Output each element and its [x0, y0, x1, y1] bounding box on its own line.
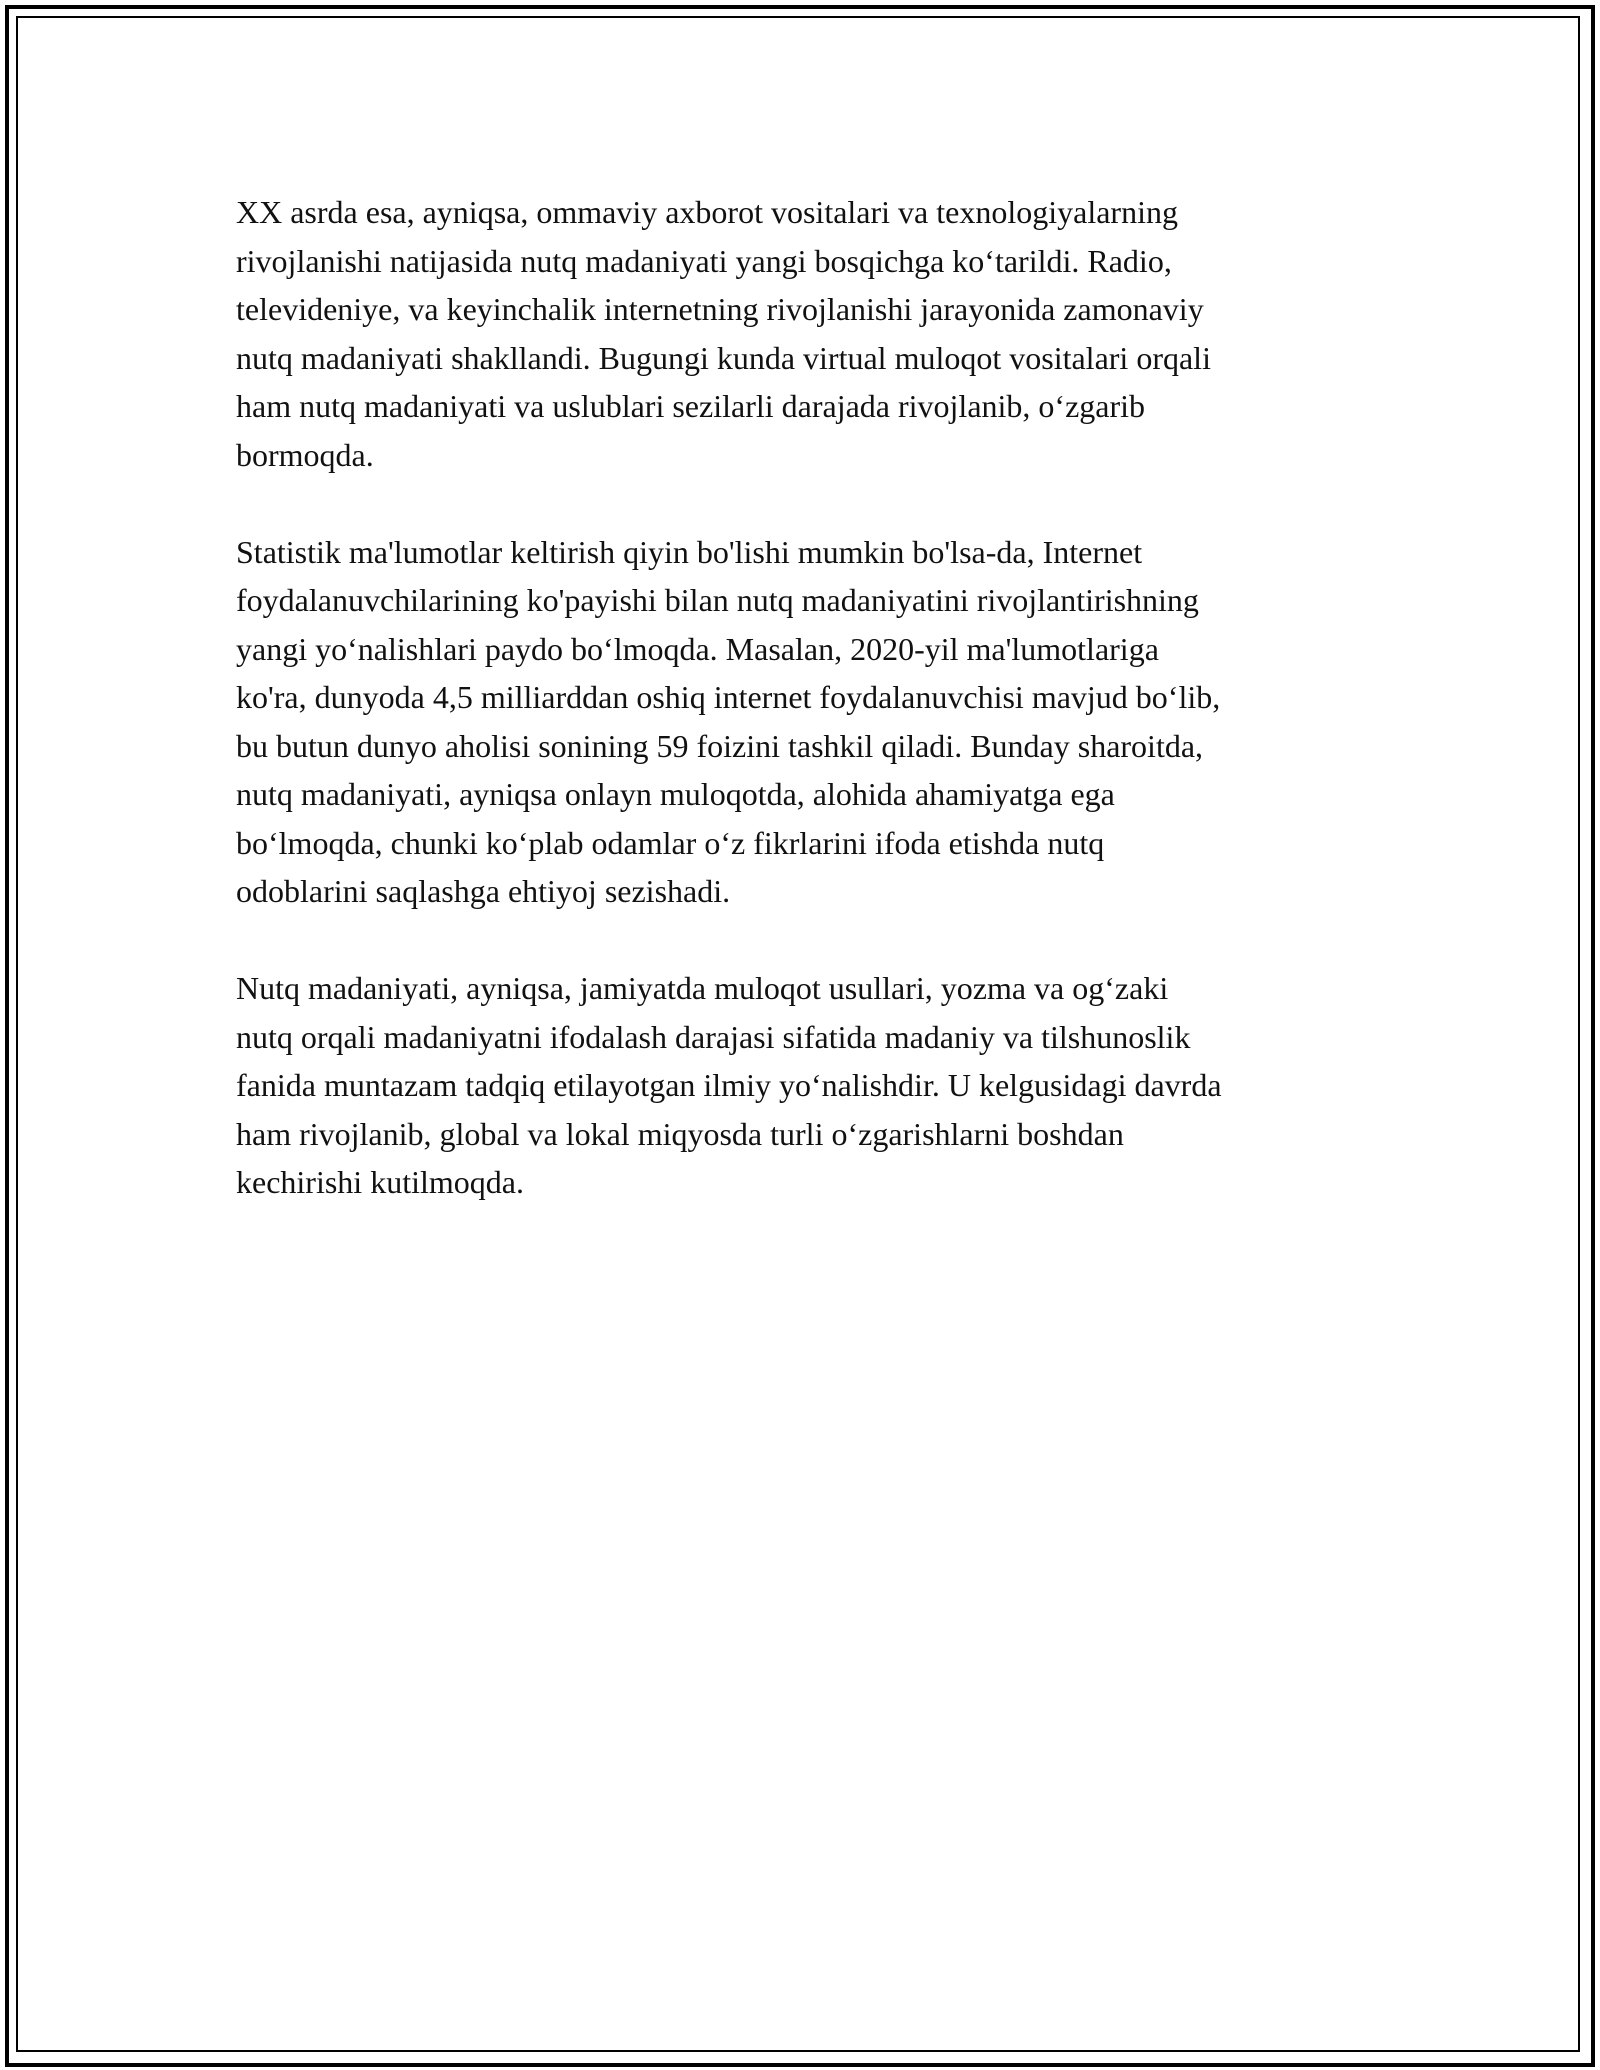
paragraph-1: XX asrda esa, ayniqsa, ommaviy axborot vositalari va texnologiyalarning rivojlanishi natijasida nutq madaniyati yangi bosqichga ko‘tarildi. Radio, televideniye, va keyinchalik internetning rivojlanishi jarayonida zamonaviy nutq madaniyati shakllandi. Bugungi kunda virtual muloqot vositalari orqali ham nutq madaniyati va uslublari sezilarli darajada rivojlanib, o‘zgarib bormoqda. [236, 194, 1211, 473]
paragraph-3: Nutq madaniyati, ayniqsa, jamiyatda muloqot usullari, yozma va og‘zaki nutq orqali madaniyatni ifodalash darajasi sifatida madaniy va tilshunoslik fanida muntazam tadqiq etilayotgan ilmiy yo‘nalishdir. U kelgusidagi davrda ham rivojlanib, global va lokal miqyosda turli o‘zgarishlarni boshdan kechirishi kutilmoqda. [236, 970, 1222, 1200]
paragraph-2: Statistik ma'lumotlar keltirish qiyin bo'lishi mumkin bo'lsa-da, Internet foydalanuvchilarining ko'payishi bilan nutq madaniyatini rivojlantirishning yangi yo‘nalishlari paydo bo‘lmoqda. Masalan, 2020-yil ma'lumotlariga ko'ra, dunyoda 4,5 milliarddan oshiq internet foydalanuvchisi mavjud bo‘lib, bu butun dunyo aholisi sonining 59 foizini tashkil qiladi. Bunday sharoitda, nutq madaniyati, ayniqsa onlayn muloqotda, alohida ahamiyatga ega bo‘lmoqda, chunki ko‘plab odamlar o‘z fikrlarini ifoda etishda nutq odoblarini saqlashga ehtiyoj sezishadi. [236, 533, 1221, 909]
document-body [236, 188, 1376, 1255]
